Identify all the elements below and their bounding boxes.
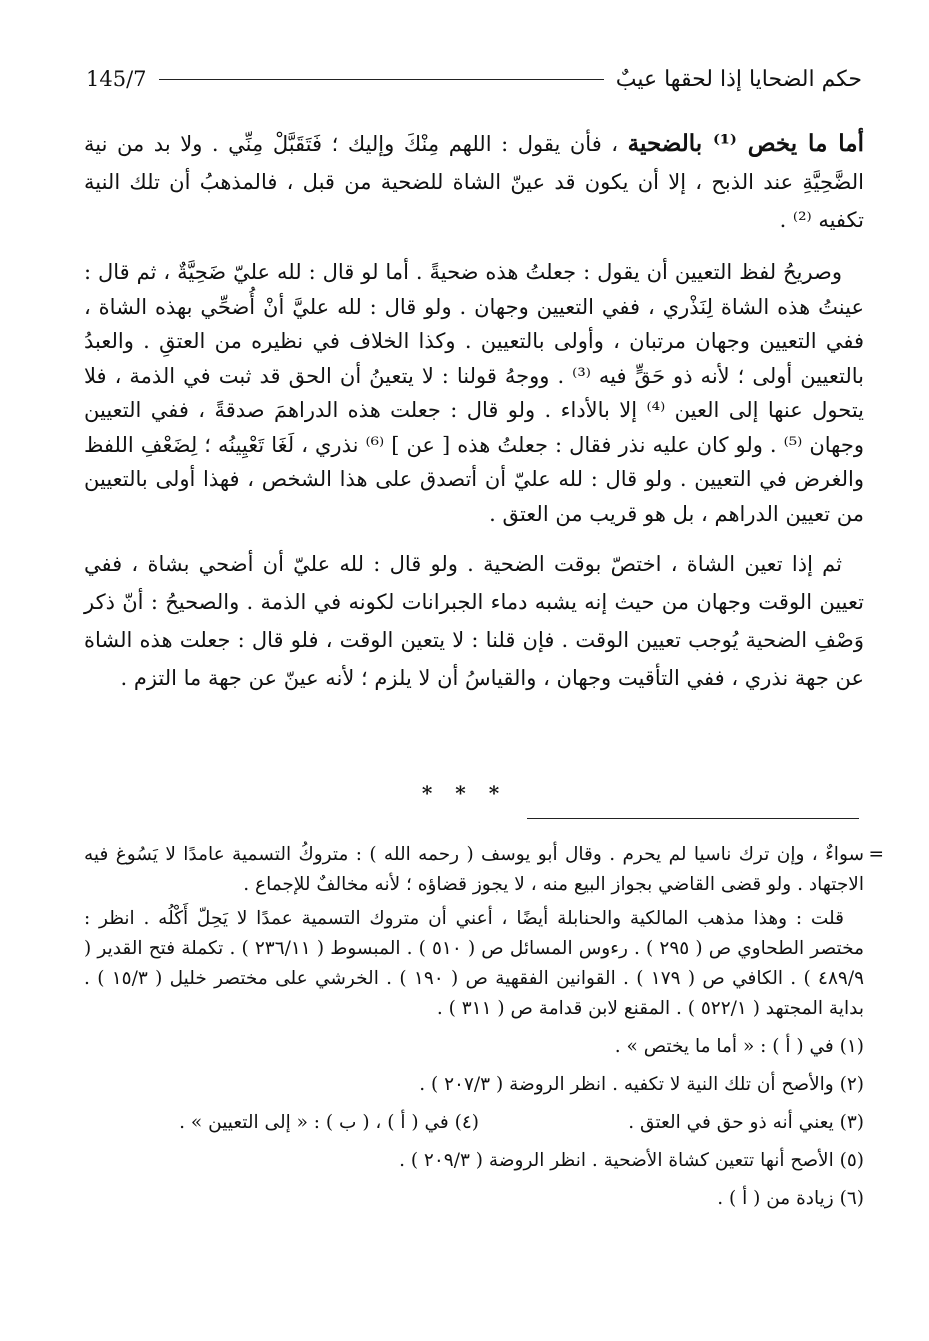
header-rule — [159, 79, 604, 80]
paragraph-1-text: ، فأن يقول : اللهم مِنْكَ وإليك ؛ فَتَقَبَّلْ مِنِّي . ولا بد من نية الضَّحِيَّةِ عند الذبح ، إلا أن يكون قد عينّ الشاة للضحية من قبل ، فالمذهبُ أن تلك النية تكفيه ⁽²⁾ . — [84, 132, 864, 232]
footnote-continuation-text: سواءٌ ، وإن ترك ناسيا لم يحرم . وقال أبو يوسف ( رحمه الله ) : متروكُ التسمية عامدًا لا يَسُوغ فيه الاجتهاد . ولو قضى القاضي بجواز البيع منه ، لا يجوز قضاؤه ؛ لأنه مخالفٌ للإجماع . — [84, 844, 864, 895]
footnote-note: قلت : وهذا مذهب المالكية والحنابلة أيضًا ، أعني أن متروك التسمية عمدًا لا يَحِلّ أَكْلُه . انظر : مختصر الطحاوي ص ( ٢٩٥ ) . رءوس المسائل ص ( ٥١٠ ) . المبسوط ( ٢٣٦/١١ ) . تكملة فتح القدير ( ٤٨٩/٩ ) . الكافي ص ( ١٧٩ ) . القوانين الفقهية ص ( ١٩٠ ) . الخرشي على مختصر خليل ( ١٥/٣ ) . بداية المجتهد ( ٥٢٢/١ ) . المقنع لابن قدامة ص ( ٣١١ ) . — [84, 908, 865, 1019]
footnote-2: (٢) والأصح أن تلك النية لا تكفيه . انظر الروضة ( ٢٠٧/٣ ) . — [419, 1074, 864, 1095]
paragraph-1-lead: أما ما يخص ⁽¹⁾ بالضحية — [627, 130, 864, 157]
footnote-1: (١) في ( أ ) : « أما ما يختص » . — [614, 1036, 864, 1057]
footnote-4: (٤) في ( أ ) ، ( ب ) : « إلى التعيين » . — [179, 1112, 479, 1133]
page-number: 145/7 — [86, 67, 147, 91]
footnote-3: (٣) يعني أنه ذو حق في العتق . — [628, 1112, 864, 1133]
paragraph-2: وصريحُ لفظ التعيين أن يقول : جعلتُ هذه ضحيةً . أما لو قال : لله عليّ ضَحِيَّةٌ ، ثم قال : عينتُ هذه الشاة لِنَذْري ، ففي التعيين وجهان . ولو قال : لله عليَّ أنْ أُضحِّي بهذه الشاة ، ففي التعيين وجهان مرتبان ، وأولى بالتعيين . وكذا الخلاف في نظيره من العتقِ . والعبدُ بالتعيين أولى ؛ لأنه ذو حَقٍّ فيه ⁽³⁾ . ووجهُ قولنا : لا يتعينُ أن الحق قد ثبت في الذمة ، فلا يتحول عنها إلى العين ⁽⁴⁾ إلا بالأداء . ولو قال : جعلت هذه الدراهمَ صدقةً ، ففي التعيين وجهان ⁽⁵⁾ . ولو كان عليه نذر فقال : جعلتُ هذه [ عن ] ⁽⁶⁾ نذري ، لَغَا تَعْيِينُه ؛ لِضَعْفِ اللفظ والغرض في التعيين . ولو قال : لله عليّ أن أتصدق على هذا الشخص ، فهذا أولى بالتعيين من تعيين الدراهم ، بل هو قريب من العتق . — [84, 260, 864, 526]
section-separator: * * * — [421, 781, 508, 805]
footnote-pair-3-4 — [84, 1108, 864, 1138]
footnote-5: (٥) الأصح أنها تتعين كشاة الأضحية . انظر الروضة ( ٢٠٩/٣ ) . — [399, 1150, 864, 1171]
main-text — [84, 125, 864, 697]
footnote-continuation — [84, 840, 884, 900]
page-header — [86, 62, 862, 96]
footnotes — [84, 840, 884, 1214]
footnote-rule — [527, 818, 859, 819]
paragraph-1 — [84, 125, 864, 239]
continuation-mark: = — [868, 844, 884, 865]
footnote-6: (٦) زيادة من ( أ ) . — [717, 1188, 864, 1209]
paragraph-3: ثم إذا تعين الشاة ، اختصّ بوقت الضحية . ولو قال : لله عليّ أن أضحي بشاة ، ففي تعيين الوقت وجهان من حيث إنه يشبه دماء الجبرانات لكونه في الذمة . والصحيحُ : أنّ ذكر وَصْفِ الضحية يُوجب تعيين الوقت . فإن قلنا : لا يتعين الوقت ، فلو قال : جعلت هذه الشاة عن جهة نذري ، ففي التأقيت وجهان ، والقياسُ أن لا يلزم ؛ لأنه عينّ عن جهة ما التزم . — [84, 552, 864, 690]
running-title: حكم الضحايا إذا لحقها عيبٌ — [615, 66, 862, 92]
